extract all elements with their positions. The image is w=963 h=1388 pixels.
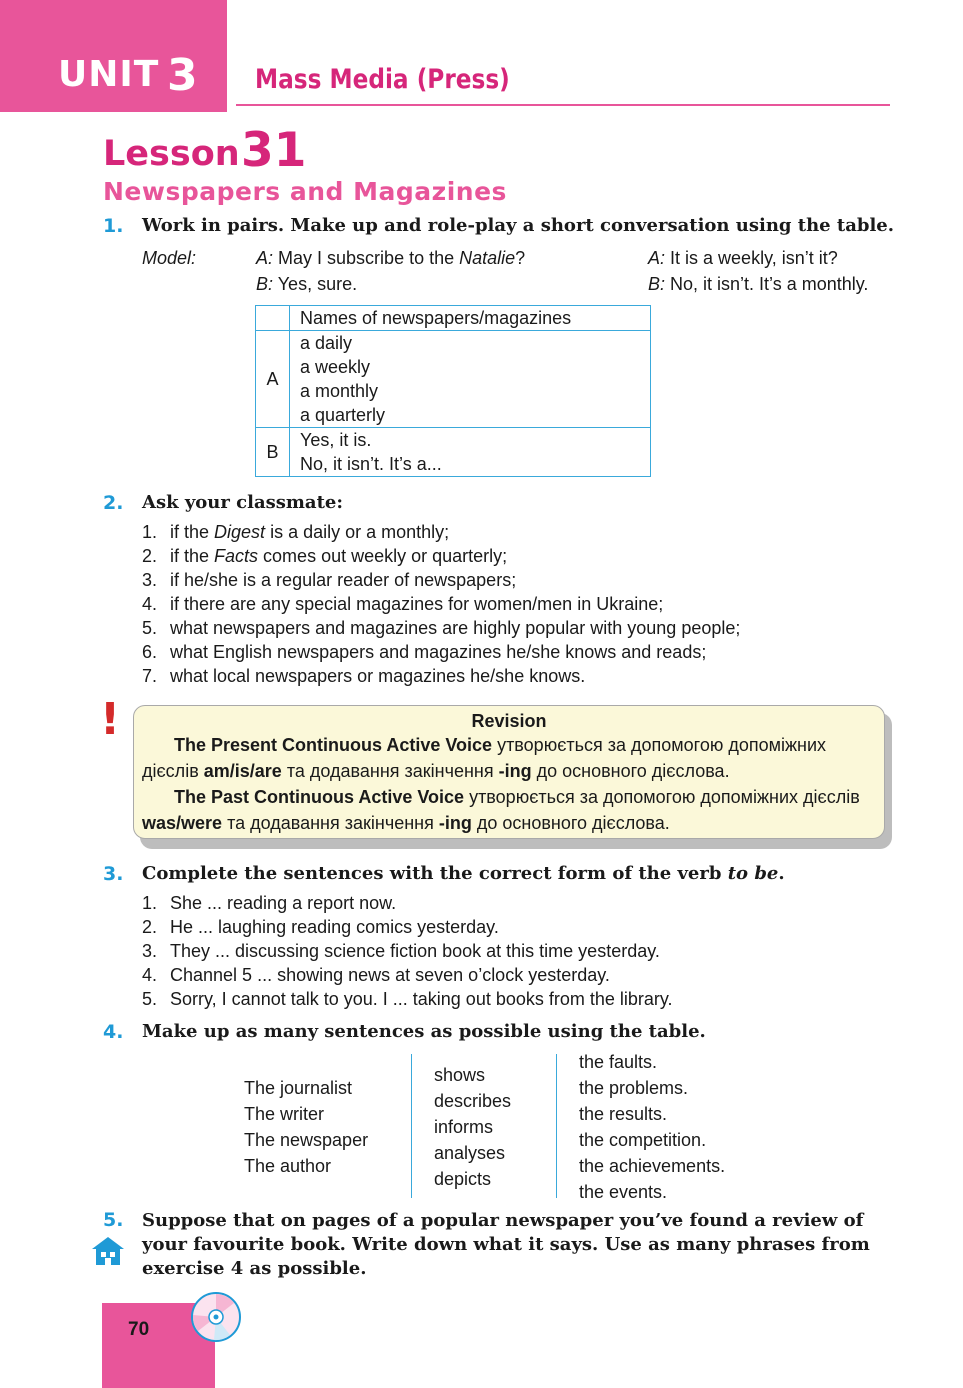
exercise-1-instruction: Work in pairs. Make up and role-play a short conversation using the table. [142, 215, 895, 236]
revision-paragraph-1: The Present Continuous Active Voice утворюється за допомогою допоміжних дієслів am/is/are та додавання закінчення -ing до основного дієслова. [142, 735, 827, 781]
dialog-text: May I subscribe to the [278, 248, 460, 268]
unit-label: UNIT [58, 54, 160, 95]
row-b-label: B [256, 428, 290, 477]
list-item: 1. She ... reading a report now. [142, 893, 397, 913]
row-a-label: A [256, 331, 290, 428]
table-corner [256, 306, 290, 331]
model-label: Model: [142, 248, 197, 268]
exercise-3-number: 3. [103, 863, 124, 885]
unit-topic: Mass Media (Press) [255, 64, 510, 95]
option: No, it isn’t. It’s a... [300, 454, 442, 474]
list-item: 5. what newspapers and magazines are highly popular with young people; [142, 618, 741, 638]
list-item: 4. if there are any special magazines for women/men in Ukraine; [142, 594, 664, 614]
option: a weekly [300, 357, 371, 377]
page-number: 70 [128, 1319, 150, 1340]
list-item: 5. Sorry, I cannot talk to you. I ... taking out books from the library. [142, 989, 673, 1009]
subject: The journalist [244, 1078, 353, 1098]
object: the achievements. [579, 1156, 726, 1176]
subject: The author [244, 1156, 332, 1176]
lesson-word: Lesson [103, 134, 240, 174]
speaker: B: [256, 274, 274, 294]
column-divider [411, 1054, 412, 1198]
verb: depicts [434, 1169, 492, 1189]
dialog-text: ? [515, 248, 526, 268]
object: the faults. [579, 1052, 658, 1072]
speaker: B: [648, 274, 666, 294]
column-divider [556, 1054, 557, 1198]
list-item: 1. if the Digest is a daily or a monthly; [142, 522, 450, 542]
home-icon [91, 1236, 125, 1271]
topic-divider [236, 104, 890, 106]
lesson-subtitle: Newspapers and Magazines [103, 177, 507, 206]
list-item: 2. if the Facts comes out weekly or quarterly; [142, 546, 508, 566]
exercise-3-list [142, 891, 673, 1011]
exercise-2-list [142, 520, 740, 688]
exercise-1-number: 1. [103, 215, 124, 237]
option: a quarterly [300, 405, 386, 425]
verb: shows [434, 1065, 486, 1085]
subject: The newspaper [244, 1130, 369, 1150]
subjects-column [244, 1075, 368, 1179]
object: the events. [579, 1182, 668, 1202]
row-b-options [290, 428, 651, 477]
verb: analyses [434, 1143, 506, 1163]
object: the results. [579, 1104, 668, 1124]
exercise-3-instruction: Complete the sentences with the correct form of the verb to be. [142, 863, 785, 884]
option: a monthly [300, 381, 379, 401]
dialog-text: Yes, sure. [277, 274, 358, 294]
exercise-4-number: 4. [103, 1021, 124, 1043]
dialog-line-1 [256, 246, 525, 270]
lesson-number: 31 [241, 123, 307, 178]
model-table [255, 305, 651, 477]
dialog-line-2 [256, 272, 357, 296]
audio-cd-icon [190, 1291, 242, 1348]
dialog-line-4 [648, 272, 868, 296]
exercise-2-instruction: Ask your classmate: [142, 492, 343, 513]
object: the problems. [579, 1078, 689, 1098]
verb: describes [434, 1091, 512, 1111]
exercise-2-number: 2. [103, 492, 124, 514]
object: the competition. [579, 1130, 707, 1150]
verbs-column [434, 1062, 511, 1192]
list-item: 7. what local newspapers or magazines he/she knows. [142, 666, 586, 686]
objects-column [579, 1049, 725, 1205]
list-item: 3. They ... discussing science fiction book at this time yesterday. [142, 941, 660, 961]
list-item: 3. if he/she is a regular reader of newspapers; [142, 570, 517, 590]
revision-box [133, 705, 885, 839]
exercise-5-number: 5. [103, 1209, 124, 1231]
unit-number: 3 [167, 50, 198, 101]
dialog-text: It is a weekly, isn’t it? [670, 248, 838, 268]
exclamation-icon: ! [100, 694, 121, 745]
speaker: A: [648, 248, 666, 268]
subject: The writer [244, 1104, 325, 1124]
exercise-4-instruction: Make up as many sentences as possible using the table. [142, 1021, 706, 1042]
list-item: 4. Channel 5 ... showing news at seven o’clock yesterday. [142, 965, 610, 985]
table-header: Names of newspapers/magazines [290, 306, 651, 331]
option: Yes, it is. [300, 430, 372, 450]
list-item: 2. He ... laughing reading comics yesterday. [142, 917, 499, 937]
revision-title: Revision [471, 711, 547, 731]
magazine-name: Natalie [459, 248, 516, 268]
verb: informs [434, 1117, 494, 1137]
speaker: A: [256, 248, 274, 268]
row-a-options [290, 331, 651, 428]
exercise-5-instruction: Suppose that on pages of a popular newspaper you’ve found a review of your favourite book. Write down what it says. Use as many phrases from exercise 4 as possible. [142, 1210, 870, 1279]
dialog-text: No, it isn’t. It’s a monthly. [670, 274, 869, 294]
dialog-line-3 [648, 246, 838, 270]
revision-paragraph-2: The Past Continuous Active Voice утворюється за допомогою допоміжних дієслів was/were та додавання закінчення -ing до основного дієслова. [142, 787, 860, 833]
list-item: 6. what English newspapers and magazines he/she knows and reads; [142, 642, 707, 662]
option: a daily [300, 333, 353, 353]
